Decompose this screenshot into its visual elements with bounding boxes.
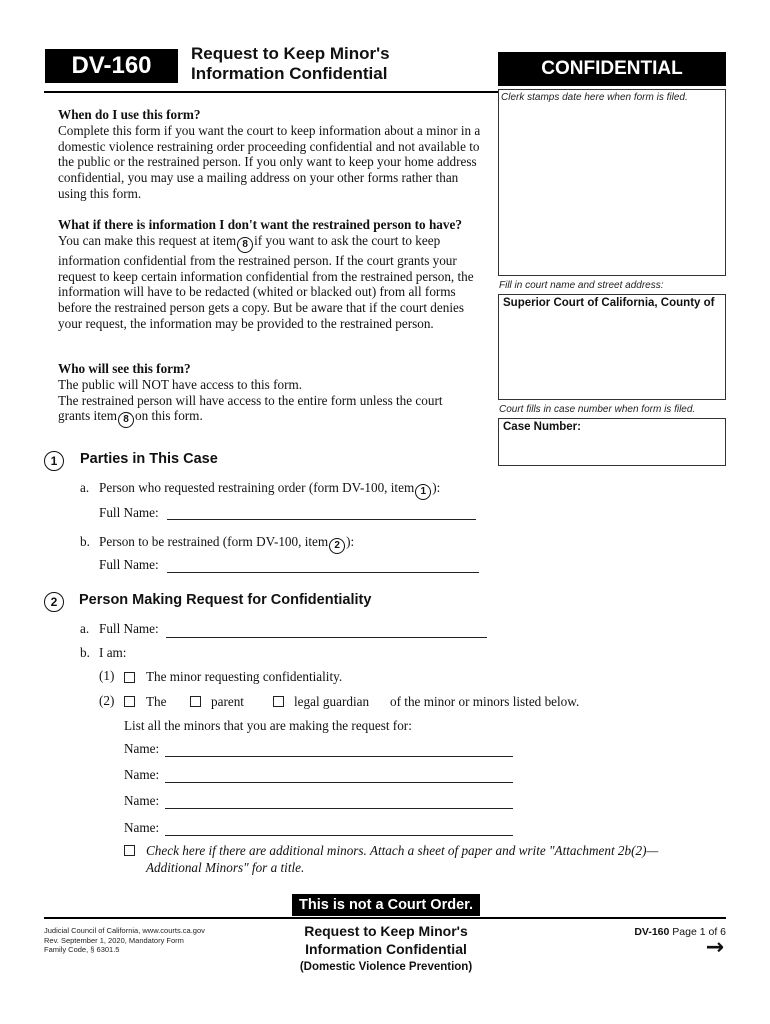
next-page-arrow-icon[interactable]: →	[705, 935, 724, 960]
court-caption: Fill in court name and street address:	[499, 280, 664, 291]
intro-when-heading: When do I use this form?	[58, 107, 201, 122]
footer-meta-line1: Judicial Council of California, www.courts.ca.gov	[44, 926, 205, 935]
footer-meta-line2: Rev. September 1, 2020, Mandatory Form	[44, 935, 184, 945]
section-1b-text	[99, 534, 354, 554]
minor-name-input[interactable]	[165, 821, 513, 836]
section-1a-text-b: ):	[432, 480, 441, 495]
section-1b-text-b: ):	[346, 534, 355, 549]
petitioner-name-input[interactable]	[167, 505, 476, 520]
item-8-badge: 8	[237, 237, 253, 253]
footer-form-id: DV-160	[634, 926, 670, 938]
section-1a-label: a.	[80, 480, 90, 495]
footer-title-line2: Information Confidential	[305, 941, 467, 957]
item-2-badge: 2	[329, 538, 345, 554]
court-name-field[interactable]	[498, 294, 726, 400]
minor-name-label: Name:	[124, 767, 160, 782]
intro-who-line2: The restrained person will have access to the entire form unless the court	[58, 392, 443, 408]
item-8-badge: 8	[118, 412, 134, 428]
section-1-number: 1	[44, 451, 64, 471]
option-2-guardian-label: legal guardian	[294, 694, 370, 709]
option-2-parent-label: parent	[211, 694, 244, 709]
section-1b-field-label: Full Name:	[99, 557, 159, 572]
intro-what-if-text	[58, 233, 490, 332]
minors-list-intro: List all the minors that you are making the request for:	[124, 718, 412, 733]
section-2-title: Person Making Request for Confidentiality	[79, 592, 372, 608]
section-1a-text-a: Person who requested restraining order (form DV-100, item	[99, 480, 415, 495]
additional-minors-text-line1: Check here if there are additional minors. Attach a sheet of paper and write "Attachment 2b(2)—	[146, 843, 659, 858]
parent-checkbox[interactable]	[190, 696, 201, 707]
option-1-number: (1)	[99, 668, 115, 683]
additional-minors-text-line2: Additional Minors" for a title.	[146, 860, 305, 875]
the-checkbox[interactable]	[124, 696, 135, 707]
footer-meta	[44, 926, 205, 955]
legal-guardian-checkbox[interactable]	[273, 696, 284, 707]
section-2b-label: b.	[80, 645, 90, 660]
minor-name-label: Name:	[124, 820, 160, 835]
option-2-number: (2)	[99, 693, 115, 708]
intro-when-text: Complete this form if you want the court to keep information about a minor in a domestic violence restraining order proceeding confidential and not available to the public or the restrained person. If you only want to keep your home address confidential, you may use a mailing address on your other forms rather than using this form.	[58, 122, 481, 201]
clerk-caption: Clerk stamps date here when form is filed.	[501, 92, 688, 103]
footer-title-line1: Request to Keep Minor's	[304, 923, 468, 939]
section-1-title: Parties in This Case	[80, 451, 218, 467]
intro-who-heading: Who will see this form?	[58, 361, 191, 376]
not-court-order-banner: This is not a Court Order.	[292, 894, 480, 916]
header-divider	[44, 91, 498, 93]
minor-name-input[interactable]	[165, 768, 513, 783]
intro-who-line3-a: grants item	[58, 408, 117, 424]
form-title-line2: Information Confidential	[191, 64, 388, 83]
page-number: Page 1 of 6	[672, 926, 726, 938]
section-1a-text	[99, 480, 440, 500]
intro-what-if	[58, 217, 490, 332]
minor-name-input[interactable]	[165, 794, 513, 809]
option-1-text: The minor requesting confidentiality.	[146, 669, 343, 684]
form-id-badge: DV-160	[45, 49, 178, 83]
option-2-the-label: The	[146, 694, 167, 709]
section-2a-field-label: Full Name:	[99, 621, 159, 636]
footer-divider	[44, 917, 726, 919]
case-number-field[interactable]	[498, 418, 726, 466]
footer-meta-line3: Family Code, § 6301.5	[44, 945, 120, 954]
section-2-number: 2	[44, 592, 64, 612]
confidential-badge: CONFIDENTIAL	[498, 52, 726, 86]
respondent-name-input[interactable]	[167, 558, 479, 573]
item-1-badge: 1	[415, 484, 431, 500]
case-number-label: Case Number:	[503, 421, 581, 433]
intro-what-if-heading: What if there is information I don't want the restrained person to have?	[58, 217, 462, 232]
minor-name-input[interactable]	[165, 742, 513, 757]
form-title	[191, 44, 390, 84]
case-caption: Court fills in case number when form is filed.	[499, 404, 696, 415]
intro-what-if-text-a: You can make this request at item	[58, 232, 237, 248]
minor-requesting-checkbox[interactable]	[124, 672, 135, 683]
intro-when	[58, 107, 490, 202]
section-1a-field-label: Full Name:	[99, 505, 159, 520]
requester-name-input[interactable]	[166, 623, 487, 638]
minor-name-label: Name:	[124, 793, 160, 808]
form-title-line1: Request to Keep Minor's	[191, 44, 390, 63]
intro-who-line1: The public will NOT have access to this form.	[58, 376, 303, 392]
intro-who-line3-b: on this form.	[134, 408, 203, 424]
section-1b-text-a: Person to be restrained (form DV-100, item	[99, 534, 329, 549]
section-2a-label: a.	[80, 621, 90, 636]
footer-subtitle: (Domestic Violence Prevention)	[299, 961, 473, 973]
footer-title	[270, 922, 502, 958]
intro-what-if-text-b: if you want to ask the court to keep information confidential from the restrained person. If the court grants your request to keep certain information confidential from the restrained person, the information will have to be redacted (whited or blacked out) from all forms before the restrained person gets a copy. But be aware that if the court denies your request, the information may be provided to the restrained person.	[58, 232, 474, 331]
clerk-stamp-box	[498, 89, 726, 276]
option-2-suffix: of the minor or minors listed below.	[390, 694, 580, 709]
section-1b-label: b.	[80, 534, 90, 549]
court-label: Superior Court of California, County of	[503, 297, 715, 309]
intro-who-line3	[58, 408, 490, 428]
minor-name-label: Name:	[124, 741, 160, 756]
intro-who	[58, 361, 490, 428]
additional-minors-checkbox[interactable]	[124, 845, 135, 856]
section-2b-text: I am:	[99, 645, 127, 660]
